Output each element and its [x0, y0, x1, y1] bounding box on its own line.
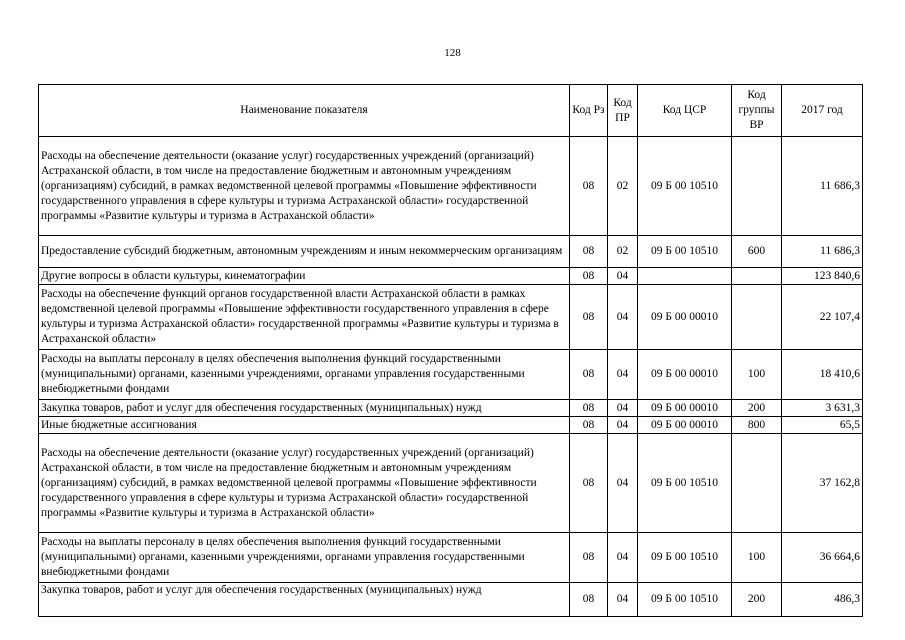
- row-csr: [638, 268, 732, 285]
- row-amount: 37 162,8: [782, 434, 863, 533]
- row-name: Расходы на обеспечение деятельности (оказание услуг) государственных учреждений (организаций) Астраханской области, в том числе на предоставление бюджетным и автономным учреждениям (организациям) субсидий, в рамках ведомственной целевой программы «Повышение эффективности государственного управления в сфере культуры и туризма Астраханской области» государственной программы «Развитие культуры и туризма в Астраханской области»: [39, 434, 570, 533]
- row-vr: 100: [732, 350, 782, 400]
- row-pr: 04: [608, 434, 638, 533]
- row-amount: 65,5: [782, 417, 863, 434]
- row-csr: 09 Б 00 00010: [638, 285, 732, 350]
- header-year: 2017 год: [782, 85, 863, 137]
- row-vr: 200: [732, 583, 782, 617]
- row-pr: 02: [608, 137, 638, 236]
- row-name: Закупка товаров, работ и услуг для обеспечения государственных (муниципальных) нужд: [39, 583, 570, 617]
- row-vr: 200: [732, 400, 782, 417]
- row-csr: 09 Б 00 10510: [638, 236, 732, 268]
- table-row: [39, 285, 863, 350]
- table-header-row: [39, 85, 863, 137]
- row-name: Расходы на выплаты персоналу в целях обеспечения выполнения функций государственными (муниципальными) органами, казенными учреждениями, органами управления государственными внебюджетными фондами: [39, 350, 570, 400]
- table-row: [39, 236, 863, 268]
- row-rz: 08: [570, 268, 608, 285]
- row-pr: 04: [608, 400, 638, 417]
- row-name: Другие вопросы в области культуры, кинематографии: [39, 268, 570, 285]
- row-rz: 08: [570, 434, 608, 533]
- header-csr: Код ЦСР: [638, 85, 732, 137]
- row-csr: 09 Б 00 10510: [638, 137, 732, 236]
- row-name: Предоставление субсидий бюджетным, автономным учреждениям и иным некоммерческим организациям: [39, 236, 570, 268]
- row-csr: 09 Б 00 10510: [638, 533, 732, 583]
- table-row: [39, 137, 863, 236]
- row-csr: 09 Б 00 10510: [638, 583, 732, 617]
- row-name: Расходы на выплаты персоналу в целях обеспечения выполнения функций государственными (муниципальными) органами, казенными учреждениями, органами управления государственными внебюджетными фондами: [39, 533, 570, 583]
- row-pr: 04: [608, 268, 638, 285]
- row-rz: 08: [570, 137, 608, 236]
- header-name: Наименование показателя: [39, 85, 570, 137]
- row-amount: 22 107,4: [782, 285, 863, 350]
- table-row: [39, 268, 863, 285]
- row-pr: 04: [608, 285, 638, 350]
- row-vr: 100: [732, 533, 782, 583]
- row-amount: 36 664,6: [782, 533, 863, 583]
- row-csr: 09 Б 00 00010: [638, 400, 732, 417]
- row-pr: 04: [608, 533, 638, 583]
- row-amount: 123 840,6: [782, 268, 863, 285]
- header-pr: Код ПР: [608, 85, 638, 137]
- row-rz: 08: [570, 236, 608, 268]
- row-rz: 08: [570, 583, 608, 617]
- row-amount: 11 686,3: [782, 236, 863, 268]
- row-pr: 02: [608, 236, 638, 268]
- row-pr: 04: [608, 350, 638, 400]
- row-name: Расходы на обеспечение деятельности (оказание услуг) государственных учреждений (организаций) Астраханской области, в том числе на предоставление бюджетным и автономным учреждениям (организациям) субсидий, в рамках ведомственной целевой программы «Повышение эффективности государственного управления в сфере культуры и туризма Астраханской области» государственной программы «Развитие культуры и туризма в Астраханской области»: [39, 137, 570, 236]
- row-amount: 11 686,3: [782, 137, 863, 236]
- row-name: Закупка товаров, работ и услуг для обеспечения государственных (муниципальных) нужд: [39, 400, 570, 417]
- header-rz: Код Рз: [570, 85, 608, 137]
- table-row: [39, 400, 863, 417]
- table-row: [39, 350, 863, 400]
- page-number: 128: [444, 47, 461, 59]
- table-row: [39, 583, 863, 617]
- row-csr: 09 Б 00 10510: [638, 434, 732, 533]
- row-vr: [732, 268, 782, 285]
- row-pr: 04: [608, 583, 638, 617]
- row-amount: 3 631,3: [782, 400, 863, 417]
- row-csr: 09 Б 00 00010: [638, 417, 732, 434]
- row-name: Расходы на обеспечение функций органов государственной власти Астраханской области в рамках ведомственной целевой программы «Повышение эффективности государственного управления в сфере культуры и туризма Астраханской области» государственной программы «Развитие культуры и туризма в Астраханской области»: [39, 285, 570, 350]
- row-vr: 800: [732, 417, 782, 434]
- row-rz: 08: [570, 400, 608, 417]
- row-vr: 600: [732, 236, 782, 268]
- row-vr: [732, 434, 782, 533]
- row-amount: 18 410,6: [782, 350, 863, 400]
- row-pr: 04: [608, 417, 638, 434]
- row-name: Иные бюджетные ассигнования: [39, 417, 570, 434]
- table-row: [39, 434, 863, 533]
- table-row: [39, 417, 863, 434]
- row-vr: [732, 137, 782, 236]
- budget-table: [38, 84, 863, 617]
- row-rz: 08: [570, 285, 608, 350]
- header-vr: Код группы ВР: [732, 85, 782, 137]
- table-row: [39, 533, 863, 583]
- row-vr: [732, 285, 782, 350]
- row-csr: 09 Б 00 00010: [638, 350, 732, 400]
- row-rz: 08: [570, 350, 608, 400]
- row-amount: 486,3: [782, 583, 863, 617]
- row-rz: 08: [570, 417, 608, 434]
- row-rz: 08: [570, 533, 608, 583]
